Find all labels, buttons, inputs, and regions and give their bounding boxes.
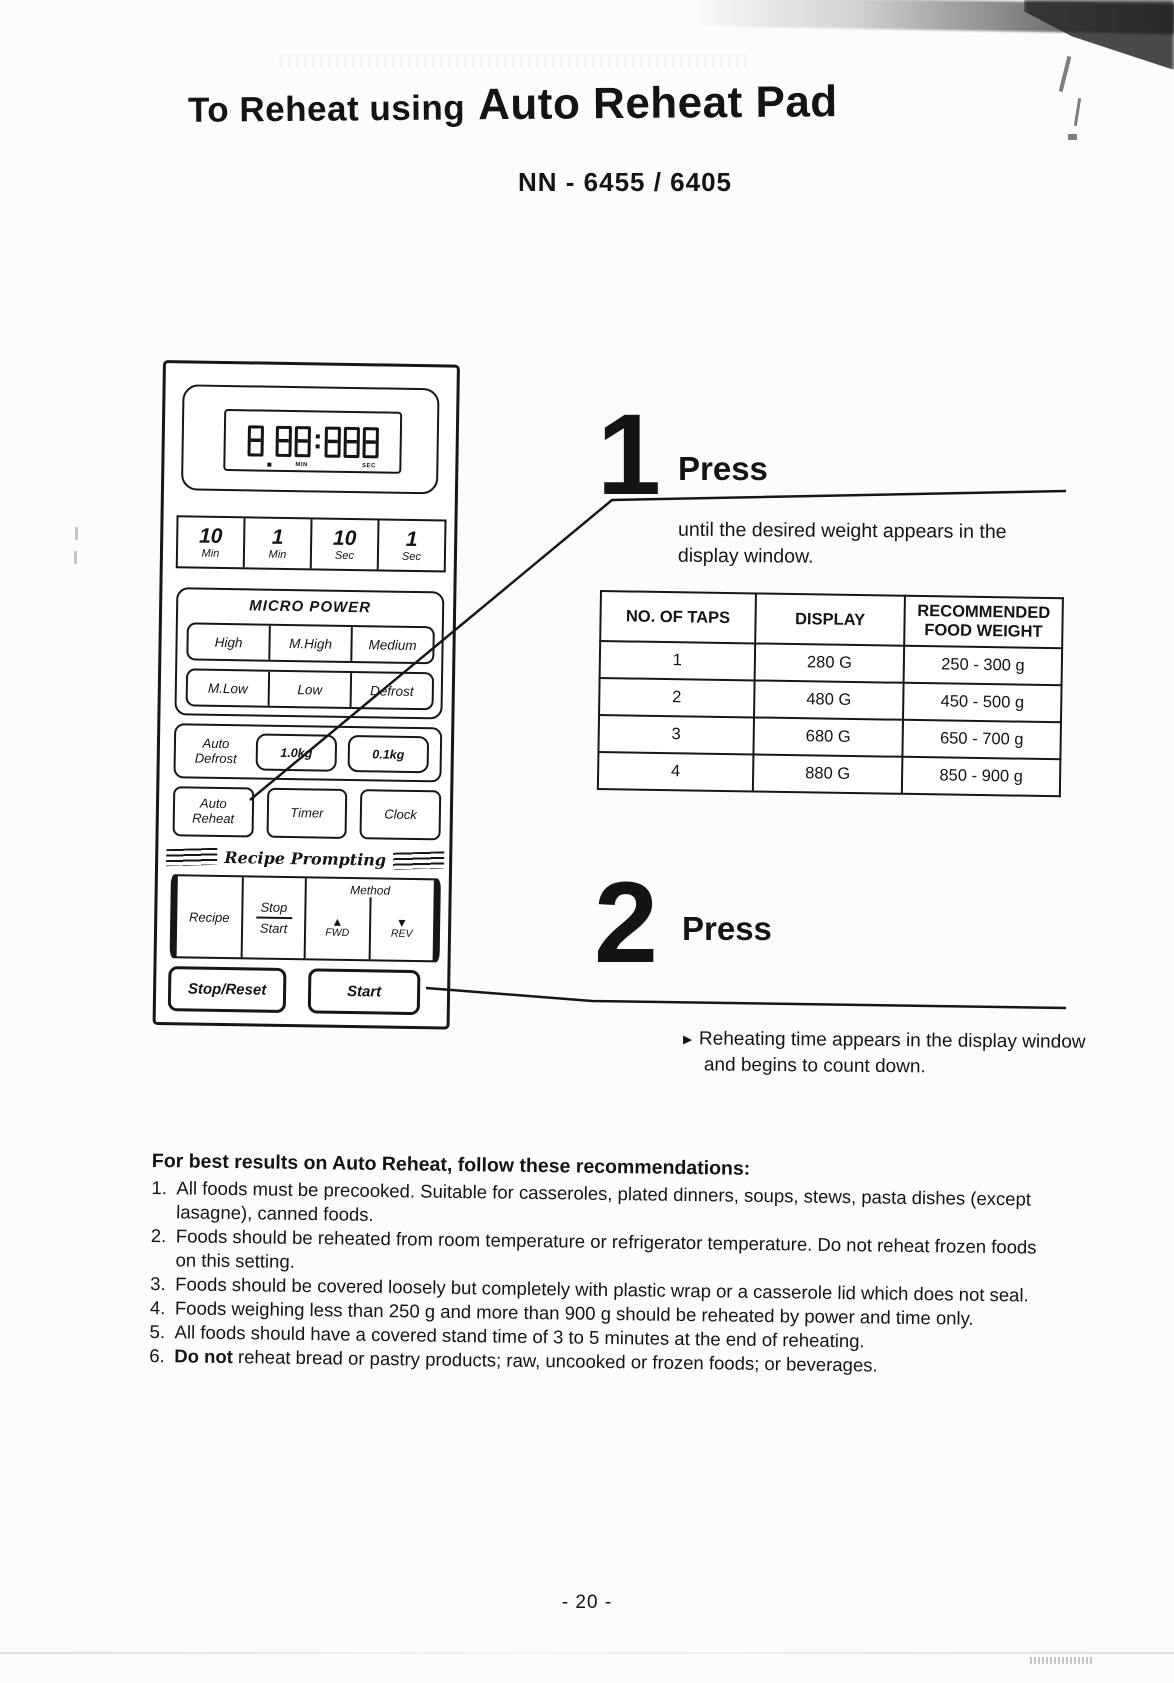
cell-taps: 2 — [599, 678, 754, 717]
recipe-prompting-banner — [166, 844, 444, 873]
time-pads-row — [176, 515, 447, 572]
cell-display: 880 G — [753, 754, 903, 793]
segment-digit — [294, 426, 310, 457]
step-2-callout-line — [426, 988, 1066, 1008]
pad-10-sec-value: 10 — [332, 526, 357, 550]
item-text: All foods should have a covered stand time of 3 to 5 minutes at the end of reheating. — [174, 1321, 865, 1352]
auto-defrost-section — [173, 723, 442, 782]
scan-streak — [1068, 134, 1077, 140]
pad-10-min — [178, 517, 246, 567]
cell-display: 680 G — [753, 717, 903, 756]
micro-power-row-1 — [186, 622, 435, 664]
banner-lines-left — [166, 848, 217, 866]
scan-left-mark — [74, 551, 77, 564]
item-text: Foods weighing less than 250 g and more than 900 g should be reheated by power and time only. — [174, 1297, 974, 1330]
method-row — [306, 896, 434, 960]
scan-smudge-corner — [1024, 0, 1174, 70]
pad-1-min-value: 1 — [271, 525, 284, 549]
scan-band — [280, 54, 750, 67]
cell-display: 280 G — [754, 643, 904, 682]
item-text: Foods should be covered loosely but completely with plastic wrap or a casserole lid which does not seal. — [175, 1273, 1029, 1306]
item-number: 4. — [149, 1297, 166, 1319]
display-min-label: MIN — [295, 461, 308, 468]
cell-weight: 850 - 900 g — [902, 757, 1060, 796]
header-no-of-taps: NO. OF TAPS — [600, 591, 756, 643]
step-1-description: until the desired weight appears in the display window. — [677, 518, 1007, 568]
item-text-rest: reheat bread or pastry products; raw, uncooked or frozen foods; or beverages. — [232, 1346, 878, 1376]
book-left-page — [177, 876, 307, 958]
pad-m-high: M.High — [270, 626, 353, 661]
step-2-number: 2 — [594, 859, 654, 987]
fwd-label: FWD — [325, 926, 350, 940]
micro-power-row-2 — [186, 668, 435, 710]
segment-digit — [247, 425, 263, 456]
pad-1-sec-unit: Sec — [401, 550, 422, 563]
cell-weight: 450 - 500 g — [903, 683, 1061, 722]
pad-1-min — [245, 518, 313, 568]
pad-high: High — [188, 624, 271, 659]
up-arrow-icon: ▲ — [331, 914, 344, 930]
recipe-prompting-label: Recipe Prompting — [224, 848, 387, 870]
item-number: 6. — [149, 1345, 165, 1367]
down-arrow-icon: ▼ — [395, 915, 408, 931]
book-right-page — [306, 878, 434, 960]
digit-group-hours — [247, 425, 263, 456]
pad-timer: Timer — [266, 788, 347, 839]
table-row — [598, 752, 1061, 796]
display-dot — [267, 463, 271, 467]
step-1-action: Press — [678, 450, 768, 487]
auto-reheat-line1: Auto — [199, 796, 227, 812]
pad-rev — [370, 897, 433, 960]
digit-group-seconds — [324, 426, 378, 469]
pad-medium: Medium — [368, 636, 417, 653]
page-number: - 20 - — [561, 1592, 613, 1613]
scan-bottom-line — [0, 1652, 1174, 1654]
page-title-prefix: To Reheat using — [187, 88, 466, 130]
page-title — [188, 77, 838, 133]
stop-start-divider — [256, 917, 292, 920]
pad-stop-reset: Stop/Reset — [168, 966, 287, 1013]
step-2-description — [680, 1026, 1090, 1081]
weight-table — [597, 590, 1064, 797]
pad-auto-reheat — [173, 786, 254, 837]
pad-0-1kg: 0.1kg — [348, 735, 430, 773]
method-label: Method — [350, 883, 391, 898]
auto-defrost-label-line1: Auto — [202, 735, 230, 751]
step-1-number: 1 — [597, 391, 657, 519]
model-number: NN - 6455 / 6405 — [518, 167, 733, 197]
micro-power-title: MICRO POWER — [249, 597, 372, 617]
pad-1-sec-value: 1 — [405, 527, 418, 551]
step-2-description-text: Reheating time appears in the display window and begins to count down. — [698, 1028, 1086, 1077]
rev-label: REV — [390, 927, 413, 941]
segment-digit — [275, 425, 291, 456]
display-bezel — [181, 384, 440, 494]
cell-taps: 1 — [600, 641, 755, 680]
pad-clock: Clock — [360, 789, 441, 840]
scan-streak — [1074, 98, 1081, 126]
header-recommended-food-weight: RECOMMENDED FOOD WEIGHT — [904, 596, 1063, 648]
item-number: 3. — [150, 1273, 166, 1295]
micro-power-section — [174, 587, 444, 719]
pad-10-min-value: 10 — [198, 524, 223, 548]
pad-1-sec — [379, 520, 445, 570]
banner-lines-right — [393, 851, 444, 869]
stop-label: Stop — [260, 899, 288, 916]
cell-taps: 4 — [598, 752, 753, 791]
weight-table-header-row — [600, 591, 1063, 648]
pad-10-sec — [312, 519, 380, 569]
pad-10-sec-unit: Sec — [334, 549, 355, 562]
pad-low: Low — [270, 672, 353, 707]
cell-weight: 250 - 300 g — [904, 646, 1062, 685]
page-title-main: Auto Reheat Pad — [477, 77, 838, 130]
item-number: 5. — [149, 1321, 166, 1343]
triangle-bullet-icon: ► — [680, 1031, 696, 1049]
segment-digit — [362, 427, 378, 458]
digit-group-minutes — [275, 425, 310, 468]
step-2-action: Press — [682, 910, 772, 947]
pad-1-0kg: 1.0kg — [256, 734, 338, 772]
pad-defrost: Defrost — [369, 682, 414, 699]
segment-digit — [343, 426, 359, 457]
function-pads-row — [173, 786, 442, 840]
scan-left-mark — [75, 527, 78, 540]
recipe-prompting-book — [170, 874, 441, 962]
item-text: All foods must be precooked. Suitable for casseroles, plated dinners, soups, stews, pasta dishes (except lasagne), canned foods. — [176, 1177, 1032, 1225]
recommendations-heading: For best results on Auto Reheat, follow these recommendations: — [151, 1150, 751, 1180]
start-label: Start — [259, 920, 288, 937]
display-colon — [315, 434, 319, 448]
auto-defrost-label-line2: Defrost — [194, 750, 237, 766]
item-bold-prefix: Do not — [174, 1345, 233, 1368]
control-panel-illustration — [153, 360, 460, 1030]
scan-bottom-mark — [1030, 1657, 1094, 1664]
header-display: DISPLAY — [755, 593, 905, 645]
display-window — [223, 409, 402, 474]
pad-start: Start — [308, 968, 421, 1015]
pad-fwd — [306, 896, 371, 959]
auto-defrost-label — [176, 736, 256, 767]
item-text: Foods should be reheated from room temperature or refrigerator temperature. Do not reheat frozen foods on this setting. — [175, 1225, 1037, 1273]
scan-streak — [1059, 56, 1072, 92]
auto-reheat-line2: Reheat — [192, 810, 235, 827]
item-number: 2. — [150, 1225, 167, 1247]
item-number: 1. — [151, 1176, 168, 1199]
display-sec-label: SEC — [361, 462, 376, 469]
pad-stop-start — [243, 877, 305, 958]
pad-1-min-unit: Min — [268, 548, 287, 561]
pad-10-min-unit: Min — [201, 547, 220, 560]
pad-recipe: Recipe — [177, 876, 244, 957]
cell-taps: 3 — [598, 715, 753, 754]
segment-digit — [324, 426, 340, 457]
cell-weight: 650 - 700 g — [903, 720, 1061, 759]
pad-m-low: M.Low — [188, 670, 271, 705]
cell-display: 480 G — [754, 680, 904, 719]
recommendations-section — [149, 1150, 1056, 1380]
